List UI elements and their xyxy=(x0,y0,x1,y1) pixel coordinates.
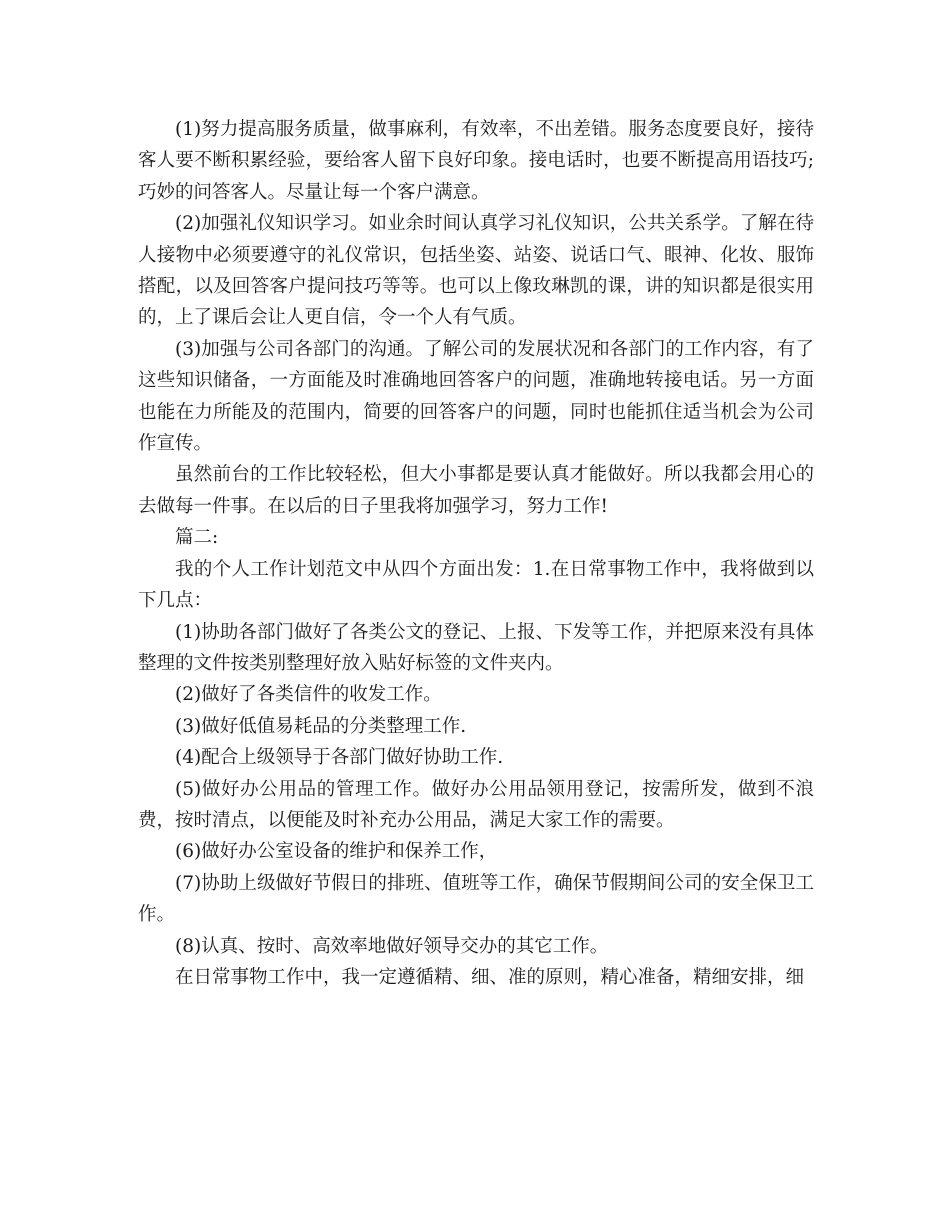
paragraph-principles: 在日常事物工作中，我一定遵循精、细、准的原则，精心准备，精细安排，细 xyxy=(175,966,805,988)
list-item-equipment: (6)做好办公室设备的维护和保养工作， xyxy=(175,841,498,863)
list-item-mail: (2)做好了各类信件的收发工作。 xyxy=(175,684,442,706)
list-item-scheduling: (7)协助上级做好节假日的排班、值班等工作，确保节假期间公司的安全保卫工作。 xyxy=(138,872,814,926)
paragraph-etiquette: (2)加强礼仪知识学习。如业余时间认真学习礼仪知识，公共关系学。了解在待人接物中必须要遵守的礼仪常识，包括坐姿、站姿、说话口气、眼神、化妆、服饰搭配，以及回答客户提问技巧等等。也可以上像玫琳凯的课，讲的知识都是很实用的，上了课后会让人更自信，令一个人有气质。 xyxy=(138,213,814,329)
paragraph-service-quality: (1)努力提高服务质量，做事麻利，有效率，不出差错。服务态度要良好，接待客人要不断积累经验，要给客人留下良好印象。接电话时，也要不断提高用语技巧;巧妙的问答客人。尽量让每一个客户满意。 xyxy=(138,119,814,203)
section-heading-part-two: 篇二: xyxy=(175,527,219,549)
list-item-other-tasks: (8)认真、按时、高效率地做好领导交办的其它工作。 xyxy=(175,935,609,957)
paragraph-plan-intro: 我的个人工作计划范文中从四个方面出发：1.在日常事物工作中，我将做到以下几点： xyxy=(138,558,814,612)
list-item-assist: (4)配合上级领导于各部门做好协助工作. xyxy=(175,747,504,769)
list-item-documents: (1)协助各部门做好了各类公文的登记、上报、下发等工作，并把原来没有具体整理的文件按类别整理好放入贴好标签的文件夹内。 xyxy=(138,621,814,674)
list-item-consumables: (3)做好低值易耗品的分类整理工作. xyxy=(175,715,467,737)
paragraph-communication: (3)加强与公司各部门的沟通。了解公司的发展状况和各部门的工作内容，有了这些知识储备，一方面能及时准确地回答客户的问题，准确地转接电话。另一方面也能在力所能及的范围内，简要的回答客户的问题，同时也能抓住适当机会为公司作宣传。 xyxy=(138,338,814,455)
document-body xyxy=(138,114,814,993)
paragraph-summary: 虽然前台的工作比较轻松，但大小事都是要认真才能做好。所以我都会用心的去做每一件事。在以后的日子里我将加强学习，努力工作! xyxy=(138,464,814,517)
list-item-office-supplies: (5)做好办公用品的管理工作。做好办公用品领用登记，按需所发，做到不浪费，按时清点，以便能及时补充办公用品，满足大家工作的需要。 xyxy=(138,778,814,831)
